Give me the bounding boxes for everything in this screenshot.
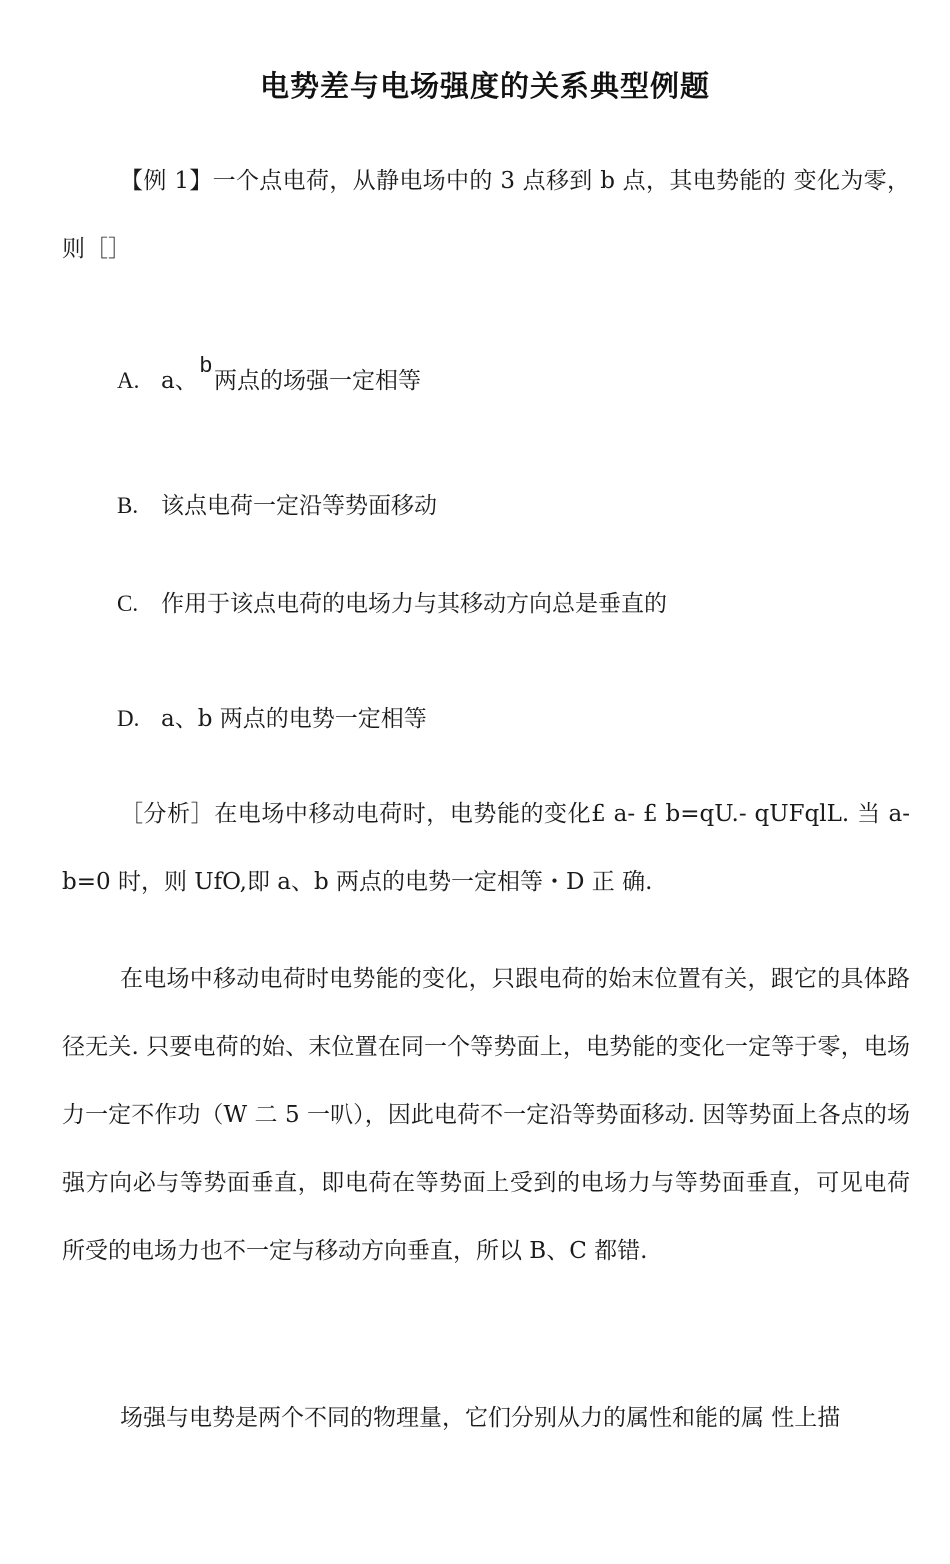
analysis-paragraph-2: 在电场中移动电荷时电势能的变化，只跟电荷的始末位置有关，跟它的具体路径无关. 只要电荷的始、末位置在同一个等势面上，电势能的变化一定等于零，电场力一定不作功（W 二 5 一叭），因此电荷不一定沿等势面移动. 因等势面上各点的场强方向必与等势面垂直，即电荷在等势面上受到的电场力与等势面垂直，可见电荷所受的电场力也不一定与移动方向垂直，所以 B、C 都错.	[62, 966, 910, 1264]
option-b	[117, 487, 437, 520]
option-a	[117, 352, 421, 395]
example-question: 【例 1】一个点电荷，从静电场中的 3 点移到 b 点，其电势能的 变化为零，则［］	[62, 168, 910, 262]
option-c-text: 作用于该点电荷的电场力与其移动方向总是垂直的	[161, 591, 667, 617]
option-a-superscript: b	[199, 352, 212, 377]
option-c	[117, 585, 667, 618]
document-title: 电势差与电场强度的关系典型例题	[259, 69, 710, 103]
analysis-paragraph-1: ［分析］在电场中移动电荷时，电势能的变化£ a- £ b=qU.- qUFqlL. 当 a-b=0 时，则 UfO,即 a、b 两点的电势一定相等・D 正 确.	[62, 801, 910, 895]
analysis-paragraph-3: 场强与电势是两个不同的物理量，它们分别从力的属性和能的属 性上描	[120, 1405, 841, 1431]
option-d-letter: D.	[117, 706, 140, 731]
option-a-letter: A.	[117, 368, 140, 393]
option-a-text: 两点的场强一定相等	[213, 368, 421, 394]
option-c-letter: C.	[117, 591, 139, 616]
option-b-text: 该点电荷一定沿等势面移动	[161, 493, 437, 519]
option-b-letter: B.	[117, 493, 139, 518]
option-d-text: a、b 两点的电势一定相等	[161, 706, 427, 732]
option-d	[117, 700, 427, 733]
option-a-prefix: a、	[161, 368, 198, 394]
